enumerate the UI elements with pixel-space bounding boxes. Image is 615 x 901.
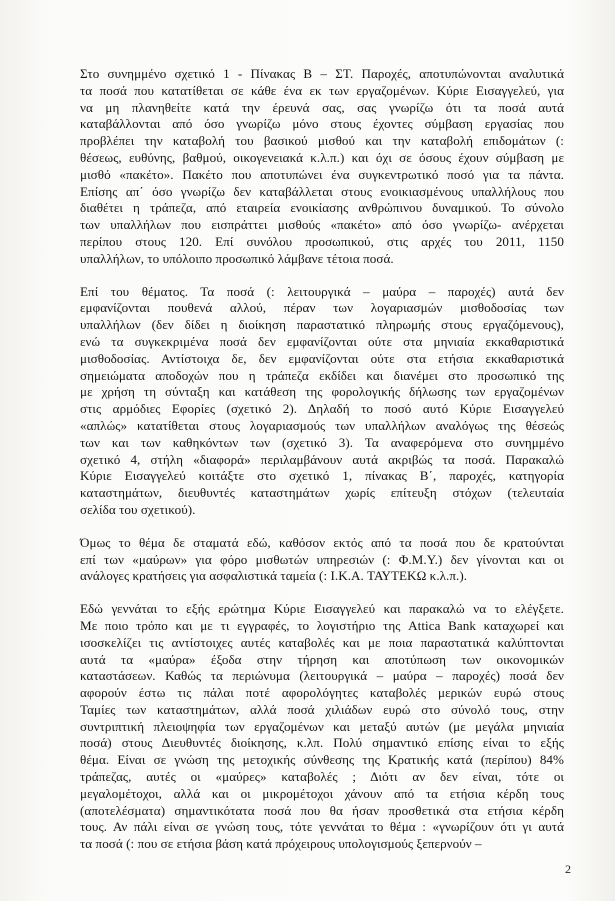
text-line: καταστημάτων, διευθυντές καταστημάτων χωρίς επίτευξη στόχων (τελευταία: [80, 485, 564, 501]
text-line: μισθό «πακέτο». Πακέτο που αποτυπώνει ένα συγκεντρωτικό ποσό για τα πάντα.: [80, 166, 564, 182]
text-line: Στο συνημμένο σχετικό 1 - Πίνακας Β – ΣΤ. Παροχές, αποτυπώνονται αναλυτικά: [80, 66, 564, 81]
document-body: [80, 66, 564, 853]
text-line: προβλέπει την καταβολή του βασικού μισθού και την καταβολή επιδομάτων (:: [80, 133, 564, 149]
text-line: Ταμίες των καταστημάτων, αλλά ποσά χιλιάδων ευρώ στο σύνολό τους, στην: [80, 701, 564, 717]
text-line: ισοσκελίζει τις αντίστοιχες αυτές καταβολές και με ποια παραστατικά καλύπτονται: [80, 634, 564, 650]
text-line: ενώ τα συγκεκριμένα ποσά δεν εμφανίζονται ούτε στα μηνιαία εκκαθαριστικά: [80, 333, 564, 349]
text-line: Εδώ γεννάται το εξής ερώτημα Κύριε Εισαγγελεύ και παρακαλώ να το ελέγξετε.: [80, 601, 564, 617]
text-line: συντριπτική πλειοψηφία των εργαζομένων και μεταξύ αυτών (με μεγάλα μηνιαία: [80, 718, 564, 734]
text-line: τους. Αν πάλι είναι σε γνώση τους, τότε γεννάται το θέμα : «γνωρίζουν ότι γι αυτά: [80, 819, 564, 835]
text-line: αφορούν έστω τις πάλαι ποτέ αφορολόγητες καταβολές μερικών ευρώ στους: [80, 685, 564, 701]
text-line: Με ποιο τρόπο και με τι εγγραφές, το λογιστήριο της Attica Bank καταχωρεί και: [80, 617, 564, 633]
text-line: Όμως το θέμα δε σταματά εδώ, καθόσον εκτός από τα ποσά που δε κρατούνται: [80, 534, 564, 550]
text-line: επί των «μαύρων» για φόρο μισθωτών υπηρεσιών (: Φ.Μ.Υ.) δεν γίνονται και οι: [80, 551, 564, 567]
text-line: υπαλλήλων, το υπόλοιπο προσωπικό λάμβανε τέτοια ποσά.: [80, 250, 394, 266]
paragraph: [80, 535, 564, 585]
text-line: μισθοδοσίας. Αντίστοιχα δε, δεν εμφανίζονται ούτε στα ετήσια εκκαθαριστικά: [80, 350, 564, 366]
text-line: σημειώματα αποδοχών που η τράπεζα εκδίδει και διανέμει στο προσωπικό της: [80, 367, 564, 383]
text-line: τράπεζας, αυτές οι «μαύρες» καταβολές ; Διότι αν δεν είναι, τότε οι: [80, 769, 564, 785]
text-line: περίπου στους 120. Επί συνόλου προσωπικού, στις αρχές του 2011, 1150: [80, 233, 564, 249]
text-line: στις αρμόδιες Εφορίες (σχετικό 2). Δηλαδή το ποσό αυτό Κύριε Εισαγγελεύ: [80, 401, 564, 417]
text-line: θέσεως, ευθύνης, βαθμού, οικογενειακά κ.λ.π.) και όχι σε όσους έχουν σύμβαση με: [80, 149, 564, 165]
text-line: να μη πλανηθείτε κατά την έρευνά σας, σας γνωρίζω ότι τα ποσά αυτά: [80, 99, 564, 115]
text-line: Κύριε Εισαγγελεύ κοιτάξτε στο σχετικό 1, πίνακας Β΄, παροχές, κατηγορία: [80, 468, 564, 484]
text-line: Επίσης απ΄ όσο γνωρίζω δεν καταβάλλεται στους ενοικιασμένους υπαλλήλους που: [80, 183, 564, 199]
paragraph: [80, 601, 564, 853]
text-line: μεγαλομέτοχοι, αλλά και οι μικρομέτοχοι χάνουν από τα ετήσια κέρδη τους: [80, 785, 564, 801]
text-line: με χρήση τη σύνταξη και κατάθεση της φορολογικής δήλωσης των εργαζομένων: [80, 384, 564, 400]
text-line: των και των καθηκόντων των (σχετικό 3). Τα αναφερόμενα στο συνημμένο: [80, 434, 564, 450]
text-line: καταστάσεων. Καθώς τα περιώνυμα (λειτουργικά – μαύρα – παροχές) ποσά δεν: [80, 668, 564, 684]
text-line: διαθέτει η τράπεζα, από εταιρεία ενοικίασης ανθρώπινου δυναμικού. Το σύνολο: [80, 200, 564, 216]
text-line: σχετικό 4, στήλη «διαφορά» περιλαμβάνουν αυτά ακριβώς τα ποσά. Παρακαλώ: [80, 451, 564, 467]
text-line: εμφανίζονται πουθενά αλλού, πέραν των λογαριασμών μισθοδοσίας των: [80, 300, 564, 316]
text-line: καταβάλλονται από όσο γνωρίζω μόνο στους έχοντες σύμβαση εργασίας που: [80, 116, 564, 132]
text-line: Επί του θέματος. Τα ποσά (: λειτουργικά – μαύρα – παροχές) αυτά δεν: [80, 283, 564, 299]
text-line: ανάλογες κρατήσεις για ασφαλιστικά ταμεία (: Ι.Κ.Α. ΤΑΥΤΕΚΩ κ.λ.π.).: [80, 568, 468, 584]
text-line: υπαλλήλων (δεν δίδει η διοίκηση παραστατικό πληρωμής στους εργαζόμενους),: [80, 317, 564, 333]
paragraph: [80, 66, 564, 268]
page-number: 2: [565, 862, 571, 876]
text-line: ποσά) στους Διευθυντές διοίκησης, κ.λπ. Πολύ σημαντικό επίσης είναι το εξής: [80, 735, 564, 751]
text-line: (αποτελέσματα) σημαντικότατα ποσά που θα ήσαν προσθετικά στα ετήσια κέρδη: [80, 802, 564, 818]
text-line: τα ποσά (: που σε ετήσια βάση κατά πρόχειρους υπολογισμούς ξεπερνούν –: [80, 836, 482, 852]
text-line: αυτά τα «μαύρα» έξοδα στην τήρηση και αποτύπωση των οικονομικών: [80, 651, 564, 667]
text-line: «απλώς» κατατίθεται στους λογαριασμούς των υπαλλήλων αναλόγως της θέσεώς: [80, 417, 564, 433]
text-line: τα ποσά που κατατίθεται σε κάθε ένα εκ των εργαζομένων. Κύριε Εισαγγελεύ, για: [80, 82, 564, 98]
text-line: θέμα. Είναι σε γνώση της μετοχικής σύνθεσης της Κρατικής κατά (περίπου) 84%: [80, 752, 564, 768]
paragraph: [80, 284, 564, 519]
text-line: σελίδα του σχετικού).: [80, 501, 196, 517]
text-line: των υπαλλήλων που εισπράττει μισθούς «πακέτο» από όσο γνωρίζω- ανέρχεται: [80, 217, 564, 233]
